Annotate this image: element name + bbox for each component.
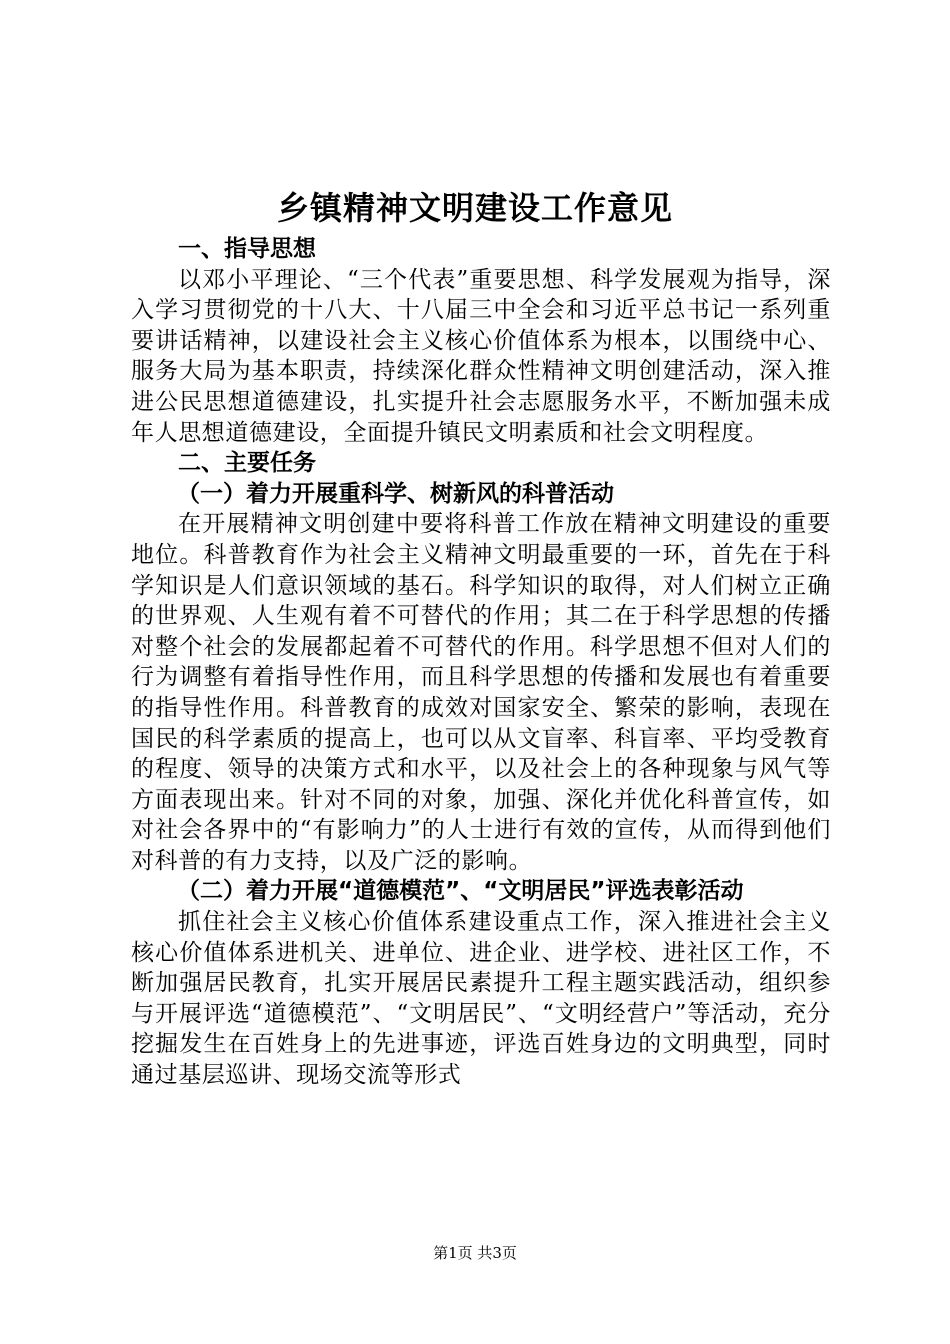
document-body	[131, 234, 831, 1091]
paragraph: 抓住社会主义核心价值体系建设重点工作，深入推进社会主义核心价值体系进机关、进单位、进企业、进学校、进社区工作，不断加强居民教育，扎实开展居民素提升工程主题实践活动，组织参与开展评选“道德模范”、“文明居民”、“文明经营户”等活动，充分挖掘发生在百姓身上的先进事迹，评选百姓身边的文明典型，同时通过基层巡讲、现场交流等形式	[131, 909, 831, 1089]
page-footer: 第1页 共3页	[433, 1244, 517, 1262]
paragraph: 以邓小平理论、“三个代表”重要思想、科学发展观为指导，深入学习贯彻党的十八大、十八届三中全会和习近平总书记一系列重要讲话精神，以建设社会主义核心价值体系为根本，以围绕中心、服务大局为基本职责，持续深化群众性精神文明创建活动，深入推进公民思想道德建设，扎实提升社会志愿服务水平，不断加强未成年人思想道德建设，全面提升镇民文明素质和社会文明程度。	[131, 266, 831, 446]
document-title: 乡镇精神文明建设工作意见	[276, 189, 673, 227]
section-heading: 二、主要任务	[178, 450, 316, 477]
sub-heading: （一）着力开展重科学、树新风的科普活动	[177, 480, 614, 507]
section-heading: 一、指导思想	[178, 236, 316, 262]
sub-heading: （二）着力开展“道德模范”、“文明居民”评选表彰活动	[177, 878, 744, 905]
paragraph: 在开展精神文明创建中要将科普工作放在精神文明建设的重要地位。科普教育作为社会主义精神文明最重要的一环，首先在于科学知识是人们意识领域的基石。科学知识的取得，对人们树立正确的世界观、人生观有着不可替代的作用；其二在于科学思想的传播对整个社会的发展都起着不可替代的作用。科学思想不但对人们的行为调整有着指导性作用，而且科学思想的传播和发展也有着重要的指导性作用。科普教育的成效对国家安全、繁荣的影响，表现在国民的科学素质的提高上，也可以从文盲率、科盲率、平均受教育的程度、领导的决策方式和水平，以及社会上的各种现象与风气等方面表现出来。针对不同的对象，加强、深化并优化科普宣传，如对社会各界中的“有影响力”的人士进行有效的宣传，从而得到他们对科普的有力支持，以及广泛的影响。	[131, 511, 831, 874]
